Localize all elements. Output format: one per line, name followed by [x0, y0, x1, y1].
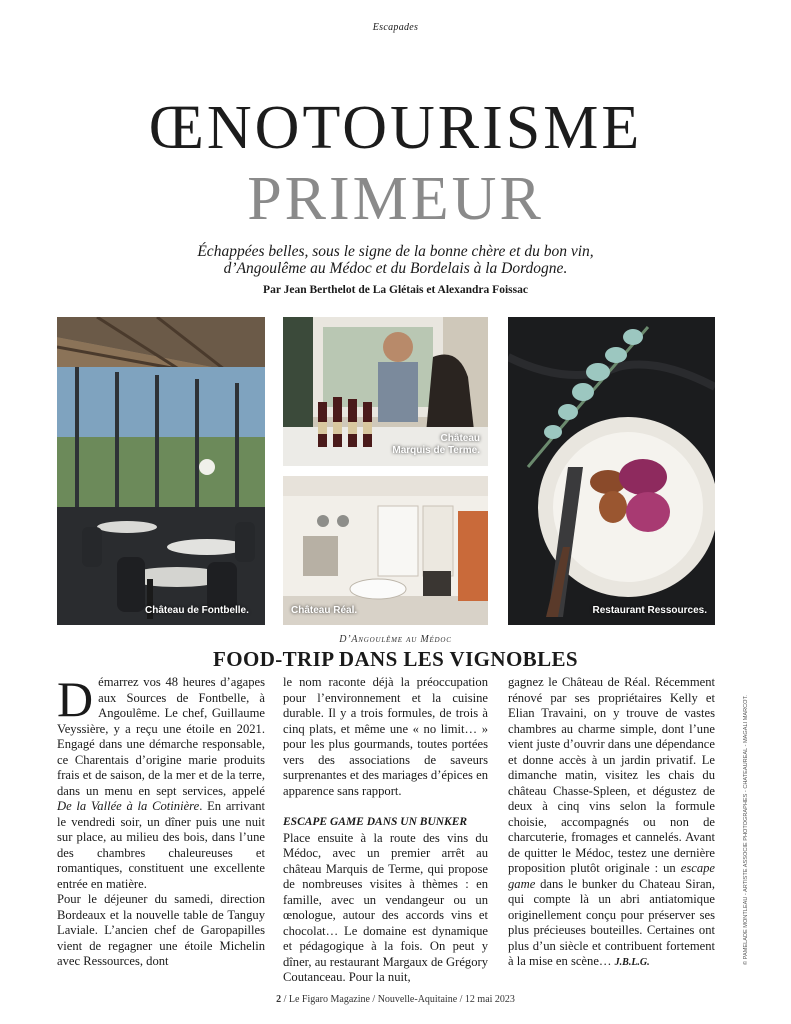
caption-chateau-real: Château Réal. — [291, 605, 358, 616]
paragraph — [508, 675, 715, 971]
caption-terme-line-2: Marquis de Terme. — [392, 445, 480, 456]
article-column-3 — [508, 675, 715, 971]
photo-marquis-de-terme — [283, 317, 488, 466]
subhead-italic: ESCAPE GAME — [283, 816, 364, 828]
caption-fontbelle: Château de Fontbelle. — [145, 605, 249, 616]
article-column-2 — [283, 675, 488, 986]
paragraph: Pour le déjeuner du samedi, direction Bordeaux et la nouvelle table de Tanguy Laviale. L’ancien chef de Garopapilles vient de regagner une étoile Michelin avec Ressources, dont — [57, 892, 265, 968]
section-label: Escapades — [372, 22, 419, 33]
photo-credit: © PAMELADE MONTLEAU - ARTISTE ASSOCIE PHOTOGRAPHES - CHATEAUREAL - MAGALI MARCOT. — [743, 695, 749, 965]
byline: Par Jean Berthelot de La Glétais et Alexandra Foissac — [263, 284, 528, 296]
caption-marquis-de-terme — [392, 433, 480, 457]
caption-ressources: Restaurant Ressources. — [592, 605, 707, 616]
paragraph: le nom raconte déjà la préoccupation pour l’environnement et la cuisine durable. Il y a trois formules, de trois à cinq plats, et même une « no limit… » pour les plus gourmands, toutes portées vers des associations de saveurs surprenantes et des mariages d’épices en apparence sans rapport. — [283, 675, 488, 798]
subtitle — [0, 243, 791, 277]
photo-ressources — [508, 317, 715, 625]
footer-text: / Le Figaro Magazine / Nouvelle-Aquitaine / 12 mai 2023 — [281, 994, 515, 1005]
article-headline: FOOD-TRIP DANS LES VIGNOBLES — [213, 647, 578, 671]
paragraph — [57, 671, 265, 892]
title-line-1: ŒNOTOURISME — [148, 94, 643, 162]
subtitle-line-1: Échappées belles, sous le signe de la bonne chère et du bon vin, — [197, 243, 594, 260]
subtitle-line-2: d’Angoulême au Médoc et du Bordelais à la Dordogne. — [223, 260, 568, 277]
footer — [0, 994, 791, 1005]
caption-terme-line-1: Château — [440, 433, 480, 444]
signature: J.B.L.G. — [614, 957, 650, 968]
article-kicker: D’Angoulême au Médoc — [339, 634, 452, 645]
text: . En arrivant le vendredi soir, un dîner puis une nuit sur place, au milieu des bois, dans l’une des chambres chaleureuses et romantiques, constituent une excellente entrée en matière. — [57, 799, 265, 891]
subhead-rest: DANS UN BUNKER — [363, 816, 468, 828]
article-column-1 — [57, 671, 265, 970]
paragraph: Place ensuite à la route des vins du Médoc, avec un premier arrêt au château Marquis de Terme, qui propose de nombreuses visites à thèmes : en famille, avec un vendangeur ou un œnologue, autour des accords vins et chocolat… Le domaine est dynamique et pédagogique à la fois. On peut y dîner, au restaurant Margaux de Grégory Coutanceau. Pour la nuit, — [283, 830, 488, 984]
photo-chateau-real — [283, 476, 488, 625]
text: émarrez vos 48 heures d’agapes aux Sources de Fontbelle, à Angoulême. Le chef, Guillaume Veyssière, y a reçu une étoile en 2021. Engagé dans une démarche responsable, ce Charentais d’origine marie produits frais et de saison, de la mer et de la terre, dans un menu en sept services, appelé — [57, 675, 265, 798]
text: gagnez le Château de Réal. Récemment rénové par ses propriétaires Kelly et Elian Travaini, on y trouve de vastes chambres au charme simple, dont l’une vient juste d’ouvrir dans une dépendance et donne accès à un jardin privatif. Le dimanche matin, visitez les chais du château Chasse-Spleen, et dégustez de deux à cinq vins selon la formule choisie, accompagnés ou non de charcuterie, fromages et cannelés. Avant de quitter le Médoc, testez une dernière proposition plutôt originale : un — [508, 675, 715, 875]
page-number: 2 — [276, 994, 282, 1005]
title-line-2: PRIMEUR — [247, 165, 544, 233]
photo-fontbelle — [57, 317, 265, 625]
text: dans le bunker du Chateau Siran, qui compte là un abri antiatomique originellement conçu pour préserver ses plus précieuses bouteilles. Certaines ont plus d’un siècle et contribuent fortement à la mise en scène… — [508, 876, 715, 968]
drop-cap: D — [57, 671, 94, 727]
article-subhead — [283, 815, 488, 831]
italic-term: escape game — [508, 861, 715, 891]
menu-name: De la Vallée à la Cotinière — [57, 799, 200, 813]
